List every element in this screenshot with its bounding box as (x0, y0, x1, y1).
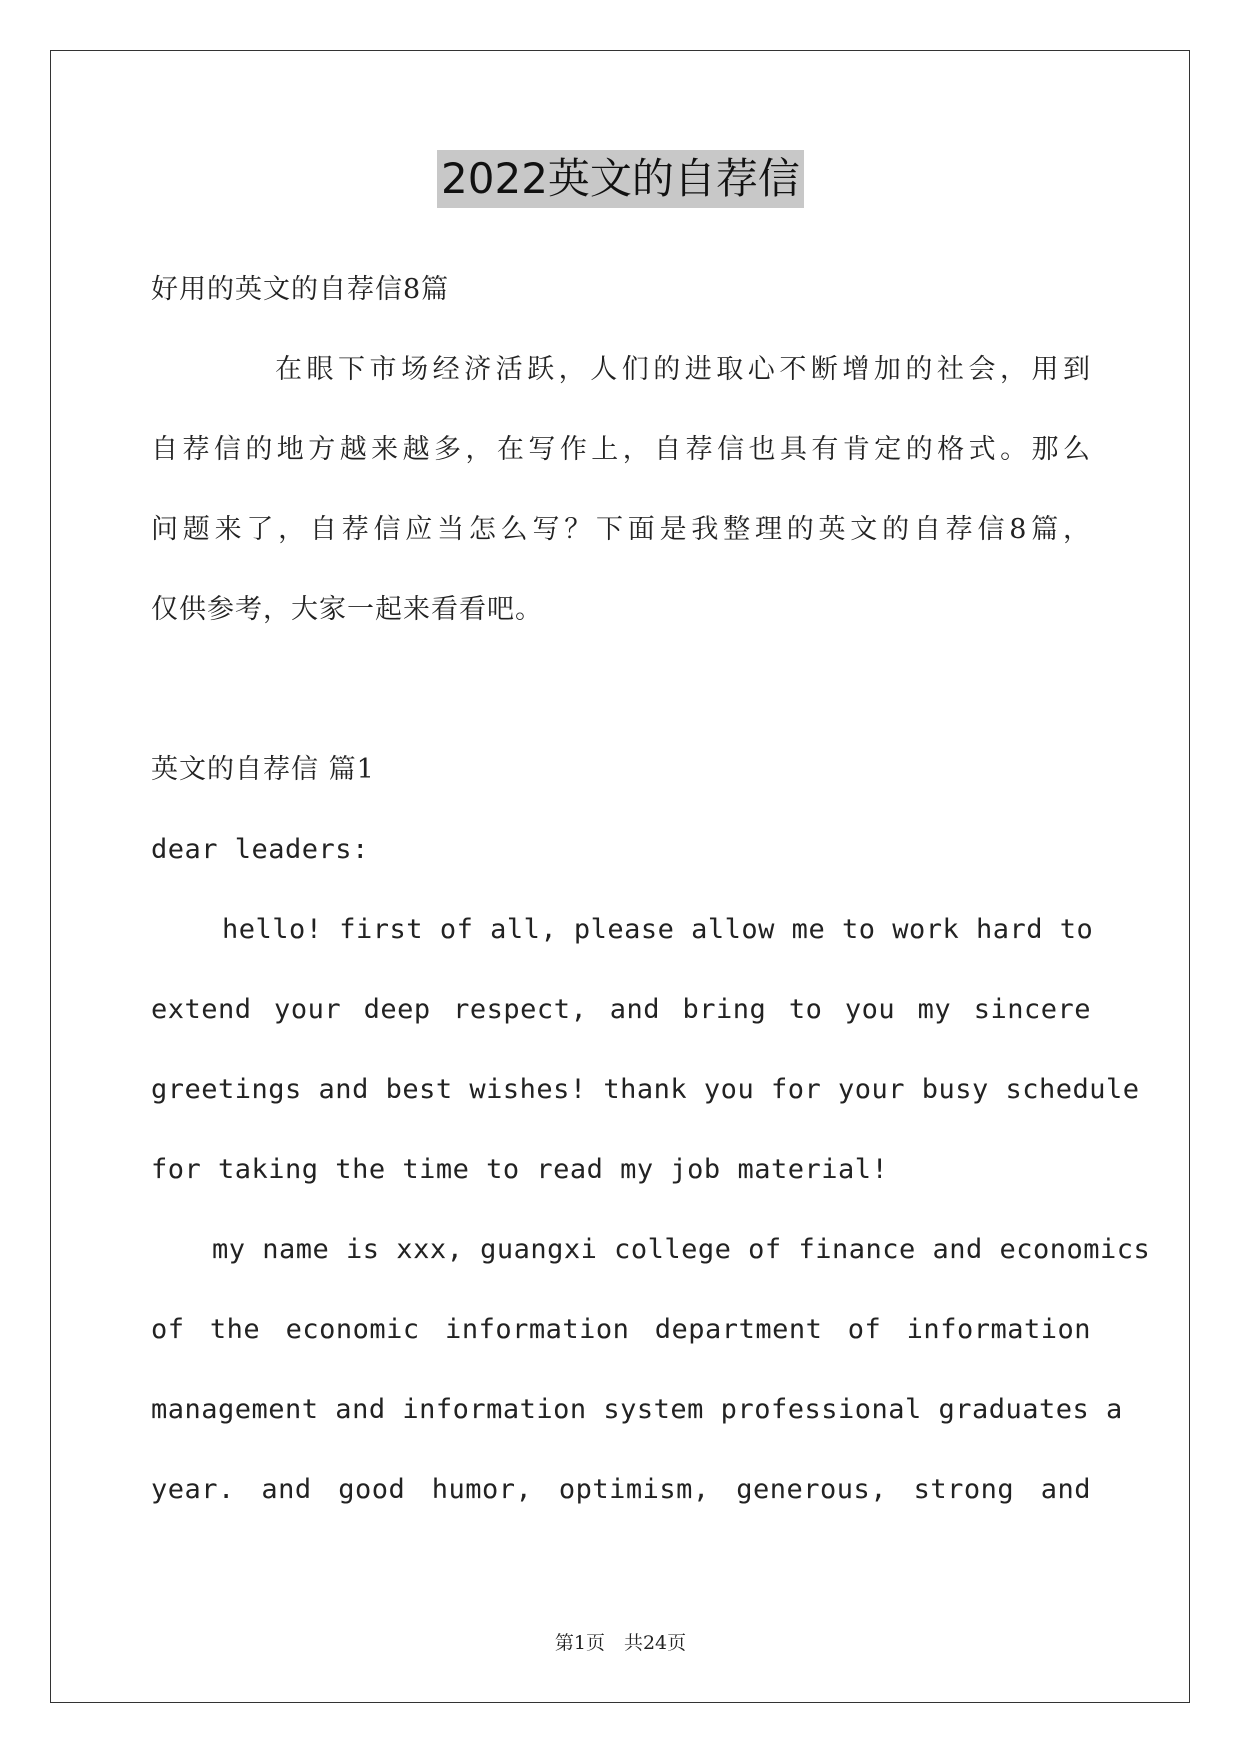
salutation: dear leaders: (151, 834, 369, 865)
body-line-4: for taking the time to read my job material! (151, 1154, 889, 1185)
intro-line-3: 问题来了，自荐信应当怎么写？下面是我整理的英文的自荐信8篇， (151, 514, 1091, 545)
subtitle: 好用的英文的自荐信8篇 (151, 274, 450, 305)
body-line-2: extend your deep respect, and bring to you my sincere (151, 994, 1091, 1025)
body-line-7: management and information system professional graduates a (151, 1394, 1123, 1425)
document-title: 2022英文的自荐信 (437, 150, 804, 208)
document-title-container (0, 150, 1241, 208)
body-line-6: of the economic information department of information (151, 1314, 1091, 1345)
intro-line-1: 在眼下市场经济活跃，人们的进取心不断增加的社会，用到 (275, 354, 1091, 385)
section-heading: 英文的自荐信 篇1 (151, 754, 375, 785)
body-line-5: my name is xxx, guangxi college of finance and economics (212, 1234, 1151, 1265)
body-line-1: hello! first of all, please allow me to work hard to (222, 914, 1094, 945)
intro-line-4: 仅供参考，大家一起来看看吧。 (151, 594, 543, 625)
page-footer: 第1页 共24页 (554, 1632, 687, 1654)
intro-line-2: 自荐信的地方越来越多，在写作上，自荐信也具有肯定的格式。那么 (151, 434, 1091, 465)
body-line-3: greetings and best wishes! thank you for your busy schedule (151, 1074, 1140, 1105)
body-line-8: year. and good humor, optimism, generous, strong and (151, 1474, 1091, 1505)
